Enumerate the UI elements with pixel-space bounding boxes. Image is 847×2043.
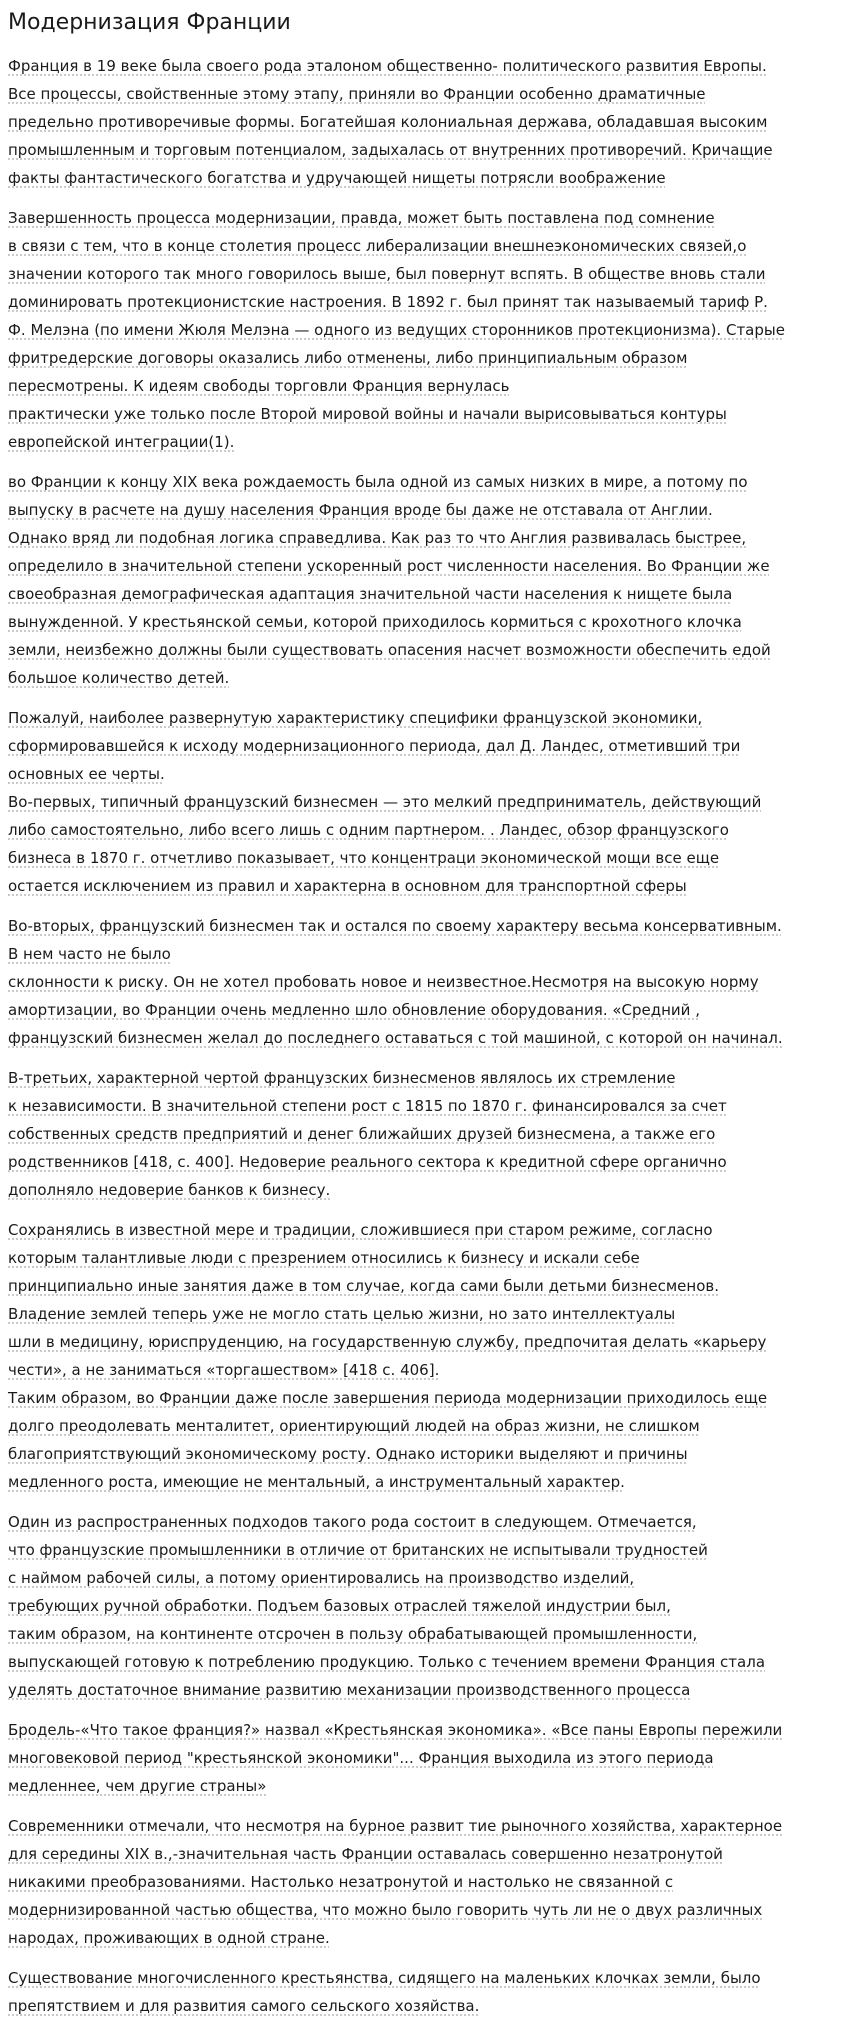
text-line: пересмотрены. К идеям свободы торговли Франция вернулась bbox=[8, 377, 510, 395]
paragraph bbox=[8, 204, 839, 456]
text-line: выпускающей готовую к потреблению продукцию. Только с течением времени Франция стала bbox=[8, 1653, 766, 1671]
text-line: французский бизнесмен желал до последнего оставаться с той машиной, с которой он начинал. bbox=[8, 1029, 783, 1047]
paragraph bbox=[8, 1964, 839, 2020]
text-line: предельно противоречивые формы. Богатейшая колониальная держава, обладавшая высоким bbox=[8, 113, 768, 131]
text-line: Владение землей теперь уже не могло стать целью жизни, но зато интеллектуалы bbox=[8, 1305, 676, 1323]
paragraph bbox=[8, 1508, 839, 1704]
text-line: дополняло недоверие банков к бизнесу. bbox=[8, 1181, 331, 1199]
text-line: большое количество детей. bbox=[8, 669, 230, 687]
text-line: препятствием и для развития самого сельского хозяйства. bbox=[8, 1997, 480, 2015]
text-line: что французские промышленники в отличие от британских не испытывали трудностей bbox=[8, 1541, 708, 1559]
text-line: с наймом рабочей силы, а потому ориентировались на производство изделий, bbox=[8, 1569, 635, 1587]
text-line: Завершенность процесса модернизации, правда, может быть поставлена под сомнение bbox=[8, 209, 715, 227]
paragraph bbox=[8, 1716, 839, 1800]
text-line: медленнее, чем другие страны» bbox=[8, 1777, 267, 1795]
text-line: выпуску в расчете на душу населения Франция вроде бы даже не отставала от Англии. bbox=[8, 501, 713, 519]
text-line: родственников [418, с. 400]. Недоверие реального сектора к кредитной сфере органично bbox=[8, 1153, 727, 1171]
text-line: требующих ручной обработки. Подъем базовых отраслей тяжелой индустрии был, bbox=[8, 1597, 671, 1615]
text-line: доминировать протекционистские настроения. В 1892 г. был принят так называемый тариф Р. bbox=[8, 293, 768, 311]
text-line: бизнеса в 1870 г. отчетливо показывает, что концентраци экономической мощи все еще bbox=[8, 849, 720, 867]
text-line: которым талантливые люди с презрением относились к бизнесу и искали себе bbox=[8, 1249, 640, 1267]
text-line: народах, проживающих в одной стране. bbox=[8, 1929, 330, 1947]
paragraph bbox=[8, 1064, 839, 1204]
text-line: чести», а не заниматься «торгашеством» [418 с. 406]. bbox=[8, 1361, 440, 1379]
text-line: своеобразная демографическая адаптация значительной части населения к нищете была bbox=[8, 585, 733, 603]
paragraph bbox=[8, 704, 839, 900]
text-line: многовековой период "крестьянской экономики"... Франция выходила из этого периода bbox=[8, 1749, 714, 1767]
text-line: уделять достаточное внимание развитию механизации производственного процесса bbox=[8, 1681, 691, 1699]
text-line: Пожалуй, наиболее развернутую характеристику специфики французской экономики, bbox=[8, 709, 703, 727]
text-line: благоприятствующий экономическому росту. Однако историки выделяют и причины bbox=[8, 1445, 688, 1463]
paragraph bbox=[8, 1216, 839, 1496]
text-line: основных ее черты. bbox=[8, 765, 165, 783]
text-line: медленного роста, имеющие не ментальный, а инструментальный характер. bbox=[8, 1473, 625, 1491]
text-line: Во-первых, типичный французский бизнесмен — это мелкий предприниматель, действующий bbox=[8, 793, 762, 811]
text-line: модернизированной частью общества, что можно было говорить чуть ли не о двух различных bbox=[8, 1901, 763, 1919]
text-line: В нем часто не было bbox=[8, 945, 171, 963]
page-title: Модернизация Франции bbox=[8, 10, 291, 35]
text-line: определило в значительной степени ускоренный рост численности населения. Во Франции же bbox=[8, 557, 770, 575]
text-line: европейской интеграции(1). bbox=[8, 433, 235, 451]
text-line: склонности к риску. Он не хотел пробовать новое и неизвестное.Несмотря на высокую норму bbox=[8, 973, 759, 991]
text-line: Франция в 19 веке была своего рода эталоном общественно- политического развития Европы. bbox=[8, 57, 767, 75]
text-line: либо самостоятельно, либо всего лишь с одним партнером. . Ландес, обзор французского bbox=[8, 821, 729, 839]
text-line: никакими преобразованиями. Настолько незатронутой и настолько не связанной с bbox=[8, 1873, 674, 1891]
text-line: значении которого так много говорилось выше, был повернут вспять. В обществе вновь стали bbox=[8, 265, 766, 283]
text-line: остается исключением из правил и характерна в основном для транспортной сферы bbox=[8, 877, 687, 895]
text-line: практически уже только после Второй мировой войны и начали вырисовываться контуры bbox=[8, 405, 727, 423]
paragraph bbox=[8, 52, 839, 192]
text-line: Сохранялись в известной мере и традиции, сложившиеся при старом режиме, согласно bbox=[8, 1221, 713, 1239]
text-line: таким образом, на континенте отсрочен в пользу обрабатывающей промышленности, bbox=[8, 1625, 698, 1643]
text-line: для середины XIX в.,-значительная часть Франции оставалась совершенно незатронутой bbox=[8, 1845, 723, 1863]
text-line: Во-вторых, французский бизнесмен так и остался по своему характеру весьма консервативным. bbox=[8, 917, 782, 935]
paragraph bbox=[8, 1812, 839, 1952]
text-line: принципиально иные занятия даже в том случае, когда сами были детьми бизнесменов. bbox=[8, 1277, 719, 1295]
text-line: амортизации, во Франции очень медленно шло обновление оборудования. «Средний , bbox=[8, 1001, 700, 1019]
paragraph bbox=[8, 468, 839, 692]
text-line: факты фантастического богатства и удручающей нищеты потрясли воображение bbox=[8, 169, 666, 187]
text-line: к независимости. В значительной степени рост с 1815 по 1870 г. финансировался за счет bbox=[8, 1097, 727, 1115]
text-line: Один из распространенных подходов такого рода состоит в следующем. Отмечается, bbox=[8, 1513, 697, 1531]
text-line: сформировавшейся к исходу модернизационного периода, дал Д. Ландес, отметивший три bbox=[8, 737, 741, 755]
text-line: долго преодолевать менталитет, ориентирующий людей на образ жизни, не слишком bbox=[8, 1417, 700, 1435]
text-line: Бродель-«Что такое франция?» назвал «Крестьянская экономика». «Все паны Европы пережили bbox=[8, 1721, 783, 1739]
document-content bbox=[8, 52, 839, 2020]
text-line: Все процессы, свойственные этому этапу, приняли во Франции особенно драматичные bbox=[8, 85, 706, 103]
text-line: Ф. Мелэна (по имени Жюля Мелэна — одного из ведущих сторонников протекционизма). Старые bbox=[8, 321, 785, 339]
text-line: в связи с тем, что в конце столетия процесс либерализации внешнеэкономических связей,о bbox=[8, 237, 747, 255]
text-line: фритредерские договоры оказались либо отменены, либо принципиальным образом bbox=[8, 349, 688, 367]
text-line: Таким образом, во Франции даже после завершения периода модернизации приходилось еще bbox=[8, 1389, 768, 1407]
text-line: промышленным и торговым потенциалом, задыхалась от внутренних противоречий. Кричащие bbox=[8, 141, 773, 159]
text-line: шли в медицину, юриспруденцию, на государственную службу, предпочитая делать «карьеру bbox=[8, 1333, 767, 1351]
text-line: земли, неизбежно должны были существовать опасения насчет возможности обеспечить едой bbox=[8, 641, 771, 659]
text-line: Существование многочисленного крестьянства, сидящего на маленьких клочках земли, было bbox=[8, 1969, 761, 1987]
text-line: Современники отмечали, что несмотря на бурное развит тие рыночного хозяйства, характерное bbox=[8, 1817, 783, 1835]
text-line: вынужденной. У крестьянской семьи, которой приходилось кормиться с крохотного клочка bbox=[8, 613, 742, 631]
text-line: во Франции к концу XIX века рождаемость была одной из самых низких в мире, а потому по bbox=[8, 473, 748, 491]
text-line: собственных средств предприятий и денег ближайших друзей бизнесмена, а также его bbox=[8, 1125, 716, 1143]
paragraph bbox=[8, 912, 839, 1052]
text-line: Однако вряд ли подобная логика справедлива. Как раз то что Англия развивалась быстрее, bbox=[8, 529, 747, 547]
text-line: В-третьих, характерной чертой французских бизнесменов являлось их стремление bbox=[8, 1069, 676, 1087]
